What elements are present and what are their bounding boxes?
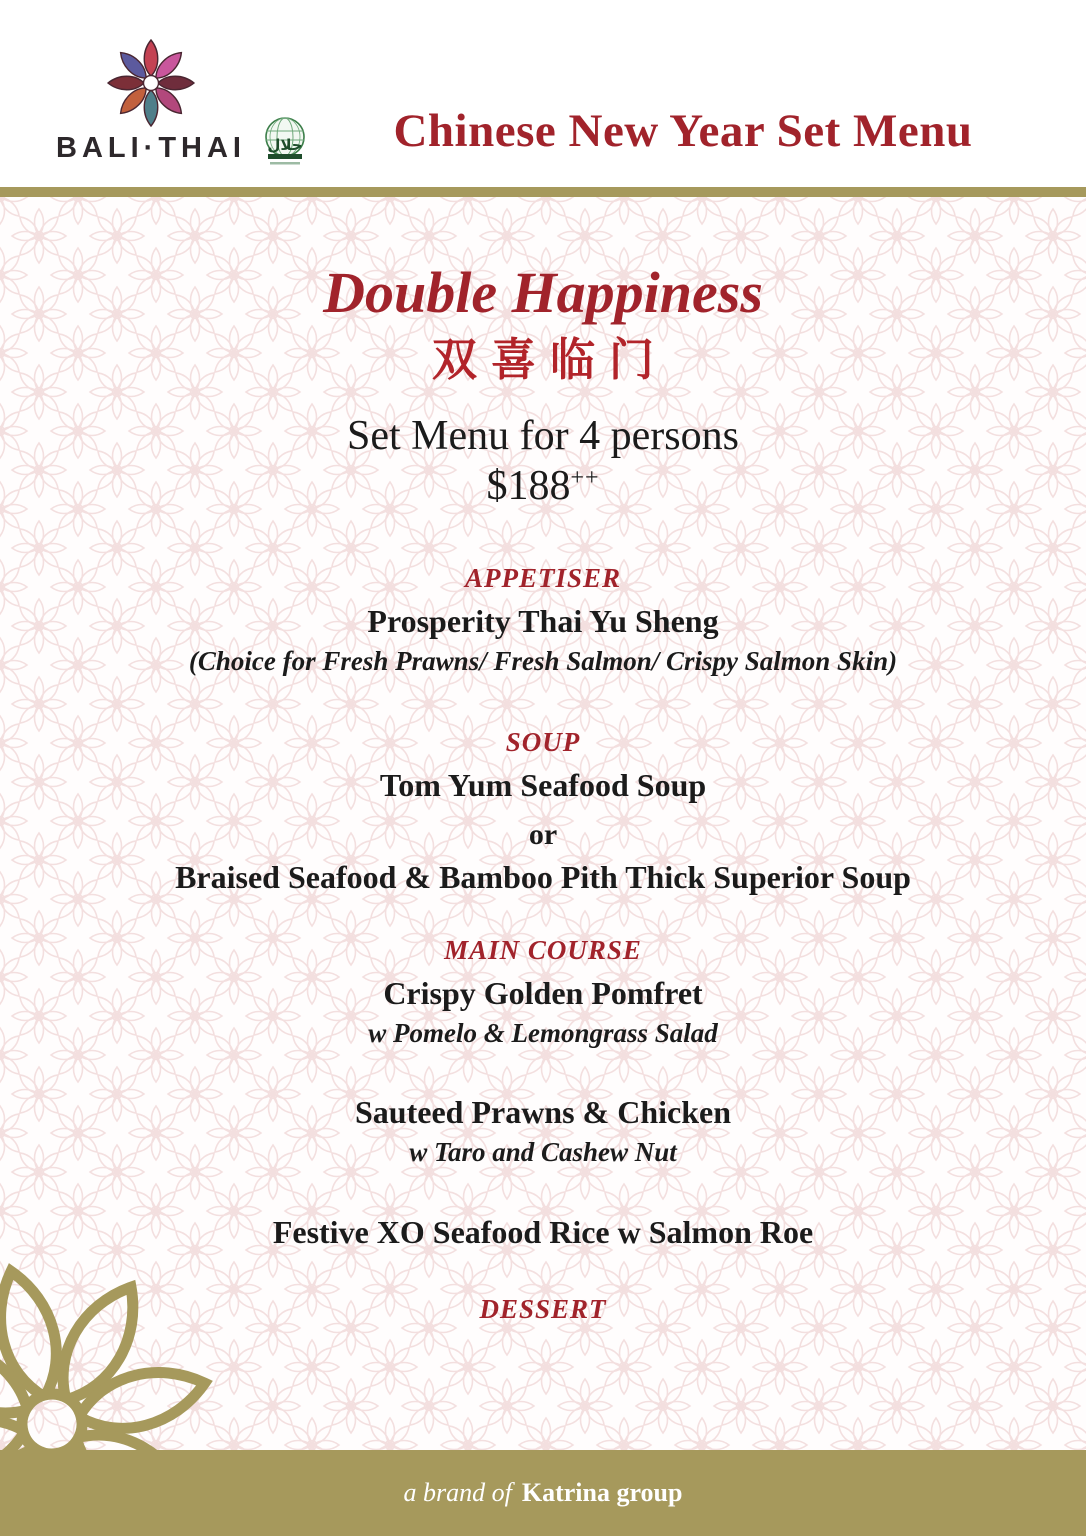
price-value: $188 bbox=[486, 462, 571, 509]
dish-name: Crispy Golden Pomfret bbox=[383, 975, 703, 1012]
menu-subtitle: Set Menu for 4 persons bbox=[347, 412, 739, 459]
dish-name: Braised Seafood & Bamboo Pith Thick Superior Soup bbox=[175, 858, 911, 895]
page-title: Chinese New Year Set Menu bbox=[393, 105, 973, 157]
header bbox=[0, 0, 1086, 187]
menu-price bbox=[0, 462, 1086, 510]
menu-title: Double Happiness bbox=[323, 260, 763, 325]
dish-note: w Pomelo & Lemongrass Salad bbox=[368, 1017, 718, 1048]
bali-thai-flower-icon bbox=[105, 36, 197, 128]
dish-name: Tom Yum Seafood Soup bbox=[379, 767, 707, 804]
or-separator: or bbox=[528, 817, 558, 851]
menu-title-chinese: 双喜临门 bbox=[431, 332, 668, 386]
halal-arabic-text: حلال bbox=[267, 136, 303, 154]
brand-name: BALI·THAI bbox=[56, 132, 246, 164]
section-heading-main-course: MAIN COURSE bbox=[444, 935, 642, 966]
section-heading-appetiser: APPETISER bbox=[464, 563, 622, 594]
dish-note: (Choice for Fresh Prawns/ Fresh Salmon/ Crispy Salmon Skin) bbox=[188, 645, 898, 676]
dish-name: Festive XO Seafood Rice w Salmon Roe bbox=[272, 1213, 814, 1250]
footer bbox=[0, 1450, 1086, 1536]
footer-brand: Katrina group bbox=[521, 1478, 683, 1507]
gold-divider bbox=[0, 187, 1086, 197]
price-plus-plus: ++ bbox=[570, 464, 600, 491]
menu-content bbox=[0, 197, 1086, 1327]
halal-certification-icon bbox=[260, 114, 310, 170]
dish-name: Prosperity Thai Yu Sheng bbox=[367, 602, 719, 639]
dish-name: Sauteed Prawns & Chicken bbox=[354, 1094, 731, 1131]
dish-note: w Taro and Cashew Nut bbox=[409, 1136, 677, 1167]
footer-prefix: a brand of bbox=[403, 1478, 512, 1507]
section-heading-soup: SOUP bbox=[505, 727, 581, 758]
section-heading-dessert: DESSERT bbox=[479, 1294, 607, 1325]
brand-logo bbox=[40, 36, 262, 165]
